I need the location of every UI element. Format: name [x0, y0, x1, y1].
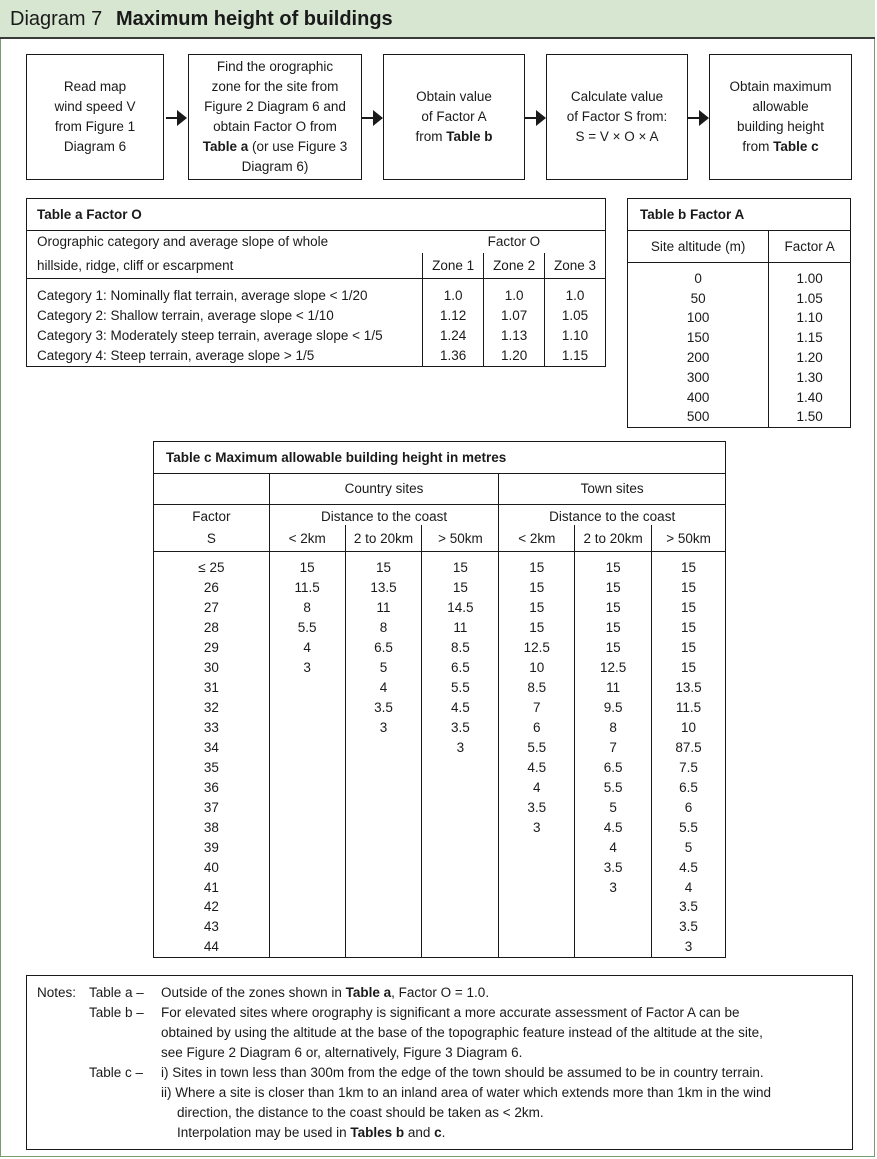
table-c-height-value [422, 857, 499, 877]
table-c-height-value [269, 897, 345, 917]
table-c-factor-s: 27 [203, 599, 219, 615]
table-c-height-value: 6 [499, 717, 575, 737]
table-c-distance-header: Distance to the coast [499, 504, 726, 525]
table-c-factor-s: 40 [203, 859, 219, 875]
table-a-category: Category 3: Moderately steep terrain, average slope < 1/5 [37, 328, 383, 343]
table-c-height-value: 5.5 [422, 677, 499, 697]
table-a-zone-header: Zone 1 [423, 253, 484, 279]
flow-text: Find the orographic [216, 59, 334, 74]
table-row [154, 877, 726, 897]
table-c-factor-s: 43 [203, 919, 219, 935]
table-c-height-value: 3.5 [499, 797, 575, 817]
table-a-zone-header: Zone 3 [545, 253, 606, 279]
table-c-height-value [345, 837, 422, 857]
table-c-height-value: 12.5 [499, 637, 575, 657]
table-a-factor-o [26, 198, 606, 367]
table-c-height-value: 15 [652, 597, 726, 617]
table-c-height-value: 4.5 [575, 817, 652, 837]
table-c-height-value: 15 [499, 577, 575, 597]
table-row [154, 837, 726, 857]
notes-table-a-label: Table a – [89, 985, 144, 1000]
table-a-value: 1.12 [423, 306, 484, 326]
table-row [628, 387, 851, 407]
table-c-factor-s: 38 [203, 819, 219, 835]
table-c-height-value: 15 [269, 558, 345, 578]
table-c-height-value [269, 717, 345, 737]
table-c-height-value [345, 737, 422, 757]
table-c-height-value [422, 877, 499, 897]
table-c-height-value [345, 817, 422, 837]
note-text: i) Sites in town less than 300m from the edge of the town should be assumed to be in country terrain. [161, 1065, 764, 1080]
table-c-height-value: 3.5 [422, 717, 499, 737]
table-c-height-value: 4 [499, 777, 575, 797]
table-c-height-value: 3 [345, 717, 422, 737]
table-c-col-header: < 2km [499, 525, 575, 551]
table-a-value: 1.05 [545, 306, 606, 326]
table-b-factor: 1.20 [769, 348, 851, 368]
table-c-height-value [422, 837, 499, 857]
table-a-factor-header: Factor O [487, 234, 541, 250]
table-b-factor: 1.30 [769, 367, 851, 387]
table-row [628, 348, 851, 368]
table-b-altitude: 200 [686, 350, 710, 366]
table-c-height-value [499, 917, 575, 937]
note-text: Interpolation may be used in [177, 1125, 351, 1140]
table-c-height-value: 8 [575, 717, 652, 737]
table-c-height-value: 5 [652, 837, 726, 857]
table-a-value: 1.24 [423, 326, 484, 346]
table-b-title: Table b Factor A [640, 207, 745, 222]
table-row [154, 777, 726, 797]
table-c-height-value: 15 [345, 558, 422, 578]
table-c-height-value: 15 [499, 597, 575, 617]
table-c-height-value: 6.5 [575, 757, 652, 777]
note-text: obtained by using the altitude at the base of the topographic feature instead of the altitude at the site, [161, 1025, 763, 1040]
table-c-height-value [499, 937, 575, 957]
table-c-height-value [499, 857, 575, 877]
table-c-height-value: 4 [345, 677, 422, 697]
table-c-height-value [345, 757, 422, 777]
flow-text: Read map [63, 79, 127, 94]
table-b-altitude: 0 [694, 270, 702, 286]
flow-arrow-icon [525, 108, 547, 128]
diagram-title-bar [0, 0, 875, 39]
table-c-height-value: 5.5 [652, 817, 726, 837]
table-c-height-value [345, 917, 422, 937]
table-c-height-value: 4.5 [422, 697, 499, 717]
table-b-factor-header: Factor A [769, 231, 851, 263]
flow-text: Diagram 6) [241, 159, 309, 174]
table-row [628, 308, 851, 328]
table-b-factor: 1.10 [769, 308, 851, 328]
table-c-height-value: 3.5 [652, 917, 726, 937]
table-a-title: Table a Factor O [27, 199, 606, 231]
table-row [27, 326, 606, 346]
table-c-height-value [575, 917, 652, 937]
table-b-factor: 1.15 [769, 328, 851, 348]
table-b-altitude: 400 [686, 389, 710, 405]
table-c-height-value [269, 837, 345, 857]
table-c-height-value [269, 777, 345, 797]
table-c-height-value [422, 937, 499, 957]
table-c-height-value: 4 [575, 837, 652, 857]
table-c-height-value: 3 [575, 877, 652, 897]
table-c-factor-s: 42 [203, 899, 219, 915]
table-c-height-value: 15 [499, 617, 575, 637]
flow-step-factor-s [546, 54, 688, 180]
table-c-height-value: 15 [652, 558, 726, 578]
table-c-height-value: 15 [499, 558, 575, 578]
table-c-height-value: 15 [575, 617, 652, 637]
flow-text: zone for the site from [211, 79, 339, 94]
table-c-height-value: 6.5 [345, 637, 422, 657]
table-row [154, 897, 726, 917]
table-row [154, 797, 726, 817]
table-c-factor-header: Factor [192, 509, 231, 525]
table-c-height-value [422, 897, 499, 917]
table-c-height-value: 14.5 [422, 597, 499, 617]
table-c-height-value: 6.5 [422, 657, 499, 677]
table-a-value: 1.10 [545, 326, 606, 346]
table-c-height-value: 12.5 [575, 657, 652, 677]
table-c-height-value [345, 937, 422, 957]
flow-step-read-wind-speed [26, 54, 164, 180]
flow-text [203, 137, 348, 157]
table-c-height-value: 11 [575, 677, 652, 697]
table-c-height-value: 8.5 [499, 677, 575, 697]
table-c-height-value: 5.5 [269, 617, 345, 637]
table-c-height-value [422, 757, 499, 777]
flow-text [729, 137, 831, 157]
flow-text: Obtain value [416, 89, 492, 104]
note-text: see Figure 2 Diagram 6 or, alternatively, Figure 3 Diagram 6. [161, 1045, 523, 1060]
table-c-factor-s: 39 [203, 839, 219, 855]
table-b-factor: 1.50 [769, 407, 851, 427]
table-c-height-value: 3.5 [345, 697, 422, 717]
table-c-height-value: 15 [652, 617, 726, 637]
diagram-title: Maximum height of buildings [116, 8, 393, 30]
table-c-height-value: 15 [422, 558, 499, 578]
table-a-value: 1.20 [484, 346, 545, 366]
table-c-height-value: 3 [269, 657, 345, 677]
table-c-height-value: 11 [422, 617, 499, 637]
table-c-height-value: 87.5 [652, 737, 726, 757]
table-b-factor: 1.00 [769, 269, 851, 289]
table-ref: Tables b [350, 1125, 405, 1140]
table-c-height-value [575, 897, 652, 917]
table-row [27, 286, 606, 306]
table-c-height-value [499, 877, 575, 897]
table-ref: Table b [446, 129, 493, 144]
table-row [628, 328, 851, 348]
table-c-height-value: 11.5 [269, 577, 345, 597]
table-c-height-value: 4.5 [652, 857, 726, 877]
note-text: Outside of the zones shown in [161, 985, 346, 1000]
table-c-height-value: 7 [499, 697, 575, 717]
table-c-height-value: 8.5 [422, 637, 499, 657]
table-c-factor-s: 29 [203, 639, 219, 655]
table-row [154, 817, 726, 837]
table-ref: Table a [345, 985, 392, 1000]
table-a-category: Category 1: Nominally flat terrain, average slope < 1/20 [37, 288, 368, 303]
table-c-height-value: 7 [575, 737, 652, 757]
table-a-value: 1.0 [423, 286, 484, 306]
flow-text: from Figure 1 [54, 119, 136, 134]
table-c-height-value: 8 [345, 617, 422, 637]
table-c-height-value: 15 [422, 577, 499, 597]
table-c-height-value: 5 [345, 657, 422, 677]
flow-text: Diagram 6 [63, 139, 127, 154]
table-c-height-value: 10 [652, 717, 726, 737]
table-row [154, 677, 726, 697]
table-c-height-value: 15 [575, 597, 652, 617]
table-c-height-value [269, 757, 345, 777]
table-c-height-value [422, 817, 499, 837]
table-c-height-value: 5.5 [499, 737, 575, 757]
table-c-height-value [269, 797, 345, 817]
table-c-height-value [269, 877, 345, 897]
table-a-category: Category 2: Shallow terrain, average slope < 1/10 [37, 308, 334, 323]
flow-text: of Factor A [421, 109, 487, 124]
table-c-factor-s: 41 [203, 879, 219, 895]
flow-arrow-icon [688, 108, 710, 128]
flow-text: allowable [752, 99, 809, 114]
table-c-height-value: 15 [575, 558, 652, 578]
table-ref: Table a [202, 139, 249, 154]
table-c-height-value [269, 697, 345, 717]
table-c-height-value [269, 817, 345, 837]
table-c-height-value: 10 [499, 657, 575, 677]
table-c-height-value: 5.5 [575, 777, 652, 797]
table-c-height-value [422, 777, 499, 797]
table-c-title: Table c Maximum allowable building height in metres [166, 450, 507, 466]
table-c-factor-s: 37 [203, 799, 219, 815]
table-c-height-value: 15 [575, 577, 652, 597]
table-b-altitude-header: Site altitude (m) [650, 239, 746, 254]
table-c-height-value [422, 917, 499, 937]
table-row [628, 269, 851, 289]
table-b-altitude: 150 [686, 330, 710, 346]
diagram-number: Diagram 7 [10, 8, 103, 30]
table-c-height-value [269, 937, 345, 957]
note-text: , Factor O = 1.0. [391, 985, 490, 1000]
table-c-height-value: 13.5 [652, 677, 726, 697]
table-row [27, 306, 606, 326]
table-row [154, 558, 726, 578]
table-c-factor-s: 28 [203, 619, 219, 635]
table-a-value: 1.15 [545, 346, 606, 366]
table-row [27, 346, 606, 366]
table-a-category: Category 4: Steep terrain, average slope > 1/5 [37, 348, 315, 363]
table-c-height-value [499, 897, 575, 917]
table-row [154, 577, 726, 597]
table-c-height-value: 9.5 [575, 697, 652, 717]
table-row [154, 597, 726, 617]
table-row [154, 737, 726, 757]
table-b-factor: 1.05 [769, 288, 851, 308]
table-c-max-height [153, 441, 726, 958]
table-c-town-header: Town sites [499, 474, 726, 504]
notes-table-c-label: Table c – [89, 1065, 144, 1080]
table-c-factor-s: 35 [203, 759, 219, 775]
table-c-factor-s-header: S [206, 530, 216, 546]
flow-text: wind speed V [54, 99, 136, 114]
notes-table-a-text [161, 985, 489, 1000]
table-c-factor-s: 31 [203, 679, 219, 695]
table-c-factor-s: ≤ 25 [198, 560, 225, 575]
table-a-value: 1.0 [545, 286, 606, 306]
table-b-altitude: 50 [690, 290, 706, 306]
flow-text: Calculate value [570, 89, 664, 104]
table-c-height-value [269, 737, 345, 757]
table-c-height-value: 13.5 [345, 577, 422, 597]
table-row [628, 288, 851, 308]
table-c-height-value: 7.5 [652, 757, 726, 777]
table-c-height-value: 4.5 [499, 757, 575, 777]
table-c-height-value: 6.5 [652, 777, 726, 797]
flow-text-rest: (or use Figure 3 [248, 139, 348, 154]
flow-text: of Factor S from: [566, 109, 668, 124]
table-c-col-header: > 50km [422, 525, 499, 551]
flow-text: Figure 2 Diagram 6 and [204, 99, 346, 114]
flow-arrow-icon [362, 108, 384, 128]
table-c-height-value [269, 917, 345, 937]
table-c-height-value [345, 777, 422, 797]
table-c-height-value: 3.5 [652, 897, 726, 917]
table-b-factor: 1.40 [769, 387, 851, 407]
table-c-height-value: 15 [575, 637, 652, 657]
table-c-height-value: 15 [652, 637, 726, 657]
table-c-factor-s: 44 [203, 939, 219, 955]
table-row [154, 657, 726, 677]
flow-text: building height [736, 119, 825, 134]
table-c-height-value: 5 [575, 797, 652, 817]
table-c-factor-s: 33 [203, 719, 219, 735]
table-c-height-value: 3.5 [575, 857, 652, 877]
table-row [154, 757, 726, 777]
note-text: . [441, 1125, 446, 1140]
table-c-factor-s: 36 [203, 779, 219, 795]
table-c-factor-s: 26 [203, 579, 219, 595]
flow-text-pre: from [742, 139, 774, 154]
table-c-height-value [345, 877, 422, 897]
table-c-height-value: 6 [652, 797, 726, 817]
flow-text [415, 127, 492, 147]
table-b-altitude: 300 [686, 369, 710, 385]
table-row [154, 857, 726, 877]
flow-text: Obtain maximum [729, 79, 832, 94]
table-c-height-value: 3 [652, 937, 726, 957]
table-row [154, 717, 726, 737]
table-a-desc-header: Orographic category and average slope of whole [37, 234, 329, 250]
notes-box [26, 975, 853, 1150]
table-c-col-header: > 50km [652, 525, 726, 551]
table-ref: c [434, 1125, 442, 1140]
table-row [154, 617, 726, 637]
table-row [154, 697, 726, 717]
table-c-height-value [499, 837, 575, 857]
table-c-height-value [345, 797, 422, 817]
table-ref: Table c [773, 139, 819, 154]
table-c-col-header: 2 to 20km [575, 525, 652, 551]
table-c-col-header: < 2km [269, 525, 345, 551]
table-c-height-value [345, 897, 422, 917]
table-row [154, 637, 726, 657]
table-c-height-value: 11 [345, 597, 422, 617]
table-c-height-value [575, 937, 652, 957]
flow-arrow-icon [166, 108, 188, 128]
flow-step-max-height [709, 54, 852, 180]
flow-step-factor-a [383, 54, 525, 180]
table-c-height-value [422, 797, 499, 817]
table-b-altitude: 100 [686, 310, 710, 326]
note-text: and [404, 1125, 435, 1140]
table-b-altitude: 500 [686, 409, 710, 425]
table-b-factor-a [627, 198, 851, 428]
table-c-height-value: 4 [269, 637, 345, 657]
flow-text: obtain Factor O from [213, 119, 337, 134]
note-interpolation [177, 1125, 445, 1140]
table-c-factor-s: 30 [203, 659, 219, 675]
table-c-height-value: 4 [652, 877, 726, 897]
table-a-value: 1.07 [484, 306, 545, 326]
table-c-height-value: 8 [269, 597, 345, 617]
flow-text: S = V × O × A [575, 129, 659, 144]
table-c-height-value [269, 857, 345, 877]
table-c-height-value [345, 857, 422, 877]
table-c-col-header: 2 to 20km [345, 525, 422, 551]
table-c-factor-s: 34 [203, 739, 219, 755]
table-c-country-header: Country sites [269, 474, 499, 504]
table-c-distance-header: Distance to the coast [269, 504, 499, 525]
table-c-height-value: 3 [422, 737, 499, 757]
note-text: direction, the distance to the coast should be taken as < 2km. [177, 1105, 544, 1120]
table-c-height-value: 3 [499, 817, 575, 837]
table-a-value: 1.13 [484, 326, 545, 346]
table-a-value: 1.36 [423, 346, 484, 366]
table-row [628, 367, 851, 387]
table-c-height-value: 15 [652, 657, 726, 677]
table-a-desc-header: hillside, ridge, cliff or escarpment [37, 257, 234, 273]
table-a-zone-header: Zone 2 [484, 253, 545, 279]
table-a-value: 1.0 [484, 286, 545, 306]
table-row [154, 937, 726, 957]
notes-table-b-label: Table b – [89, 1005, 144, 1020]
flow-step-orographic-zone [188, 54, 362, 180]
note-text: ii) Where a site is closer than 1km to an inland area of water which extends more than 1km in the wind [161, 1085, 772, 1100]
table-c-height-value [269, 677, 345, 697]
flow-text-pre: from [415, 129, 447, 144]
table-c-height-value: 15 [652, 577, 726, 597]
table-c-height-value: 11.5 [652, 697, 726, 717]
notes-label: Notes: [37, 985, 77, 1000]
note-text: For elevated sites where orography is significant a more accurate assessment of Factor A can be [161, 1005, 740, 1020]
table-row [154, 917, 726, 937]
table-row [628, 407, 851, 427]
table-c-factor-s: 32 [203, 699, 219, 715]
